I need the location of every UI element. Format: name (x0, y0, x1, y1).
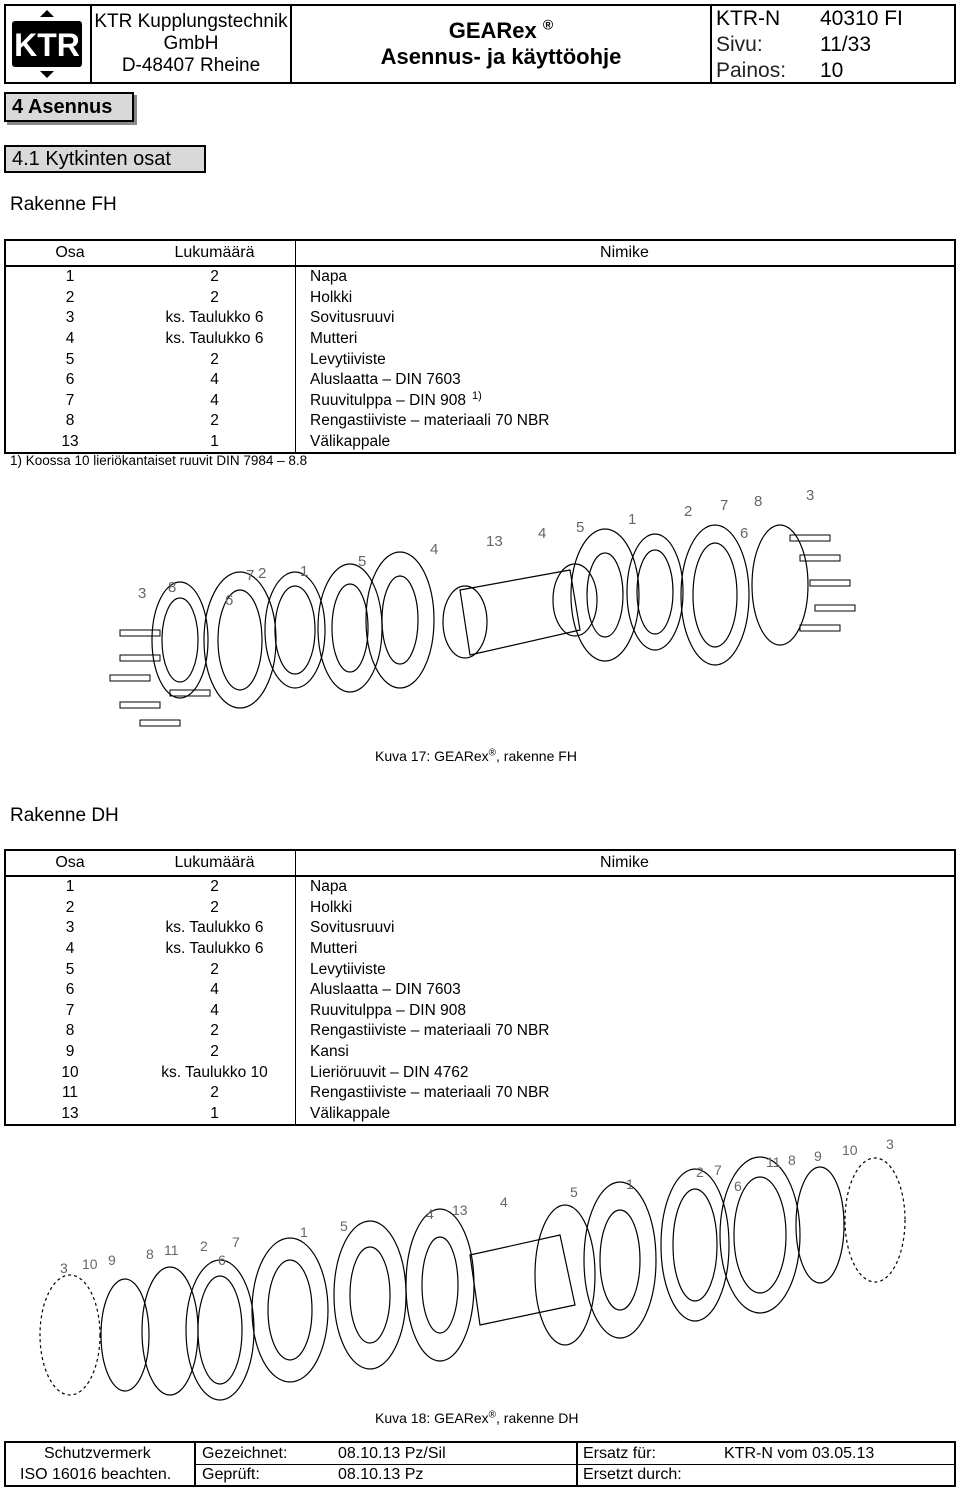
column-header-quantity: Lukumäärä (134, 240, 296, 266)
doc-title: Asennus- ja käyttöohje (380, 44, 622, 69)
figure-label: 9 (814, 1148, 822, 1164)
quantity-cell: 2 (134, 288, 296, 309)
figure-label: 10 (82, 1256, 98, 1272)
figure-label: 10 (842, 1142, 858, 1158)
table-row (5, 391, 955, 412)
part-cell: 8 (65, 412, 75, 430)
table-row (5, 432, 955, 454)
page-label: Sivu: (716, 33, 763, 56)
name-cell: Sovitusruuvi (310, 919, 395, 937)
name-cell: Rengastiiviste – materiaali 70 NBR (310, 1022, 550, 1040)
table-row (5, 898, 955, 919)
figure-label: 2 (258, 565, 267, 582)
part-cell: 7 (65, 391, 75, 409)
table-header-row (5, 240, 955, 266)
figure-label: 8 (146, 1246, 154, 1262)
fh-caption: Kuva 17: GEARex®, rakenne FH (375, 747, 577, 764)
table-row (5, 308, 955, 329)
document-footer (4, 1441, 956, 1487)
fh-parts-table (4, 239, 956, 454)
figure-label: 13 (486, 533, 503, 550)
footnote-marker: 1) (471, 389, 482, 402)
table-row (5, 876, 955, 898)
figure-label: 4 (500, 1194, 508, 1210)
figure-label: 2 (696, 1164, 704, 1180)
figure-label: 5 (576, 519, 585, 536)
replaced-by-label: Ersetzt durch: (583, 1466, 682, 1483)
part-cell: 3 (65, 309, 75, 327)
quantity-cell: 2 (134, 876, 296, 898)
figure-label: 6 (734, 1178, 742, 1194)
dh-exploded-drawing (30, 1135, 930, 1410)
figure-label: 1 (628, 511, 637, 528)
figure-label: 7 (720, 497, 729, 514)
company-form: GmbH (163, 33, 219, 54)
figure-label: 3 (886, 1136, 894, 1152)
figure-label: 8 (168, 579, 177, 596)
name-cell: Välikappale (310, 433, 391, 451)
name-cell: Lieriöruuvit – DIN 4762 (310, 1063, 469, 1081)
figure-label: 1 (300, 563, 309, 580)
table-row (5, 1042, 955, 1063)
part-cell: 1 (65, 268, 75, 286)
checked-value: 08.10.13 Pz (338, 1466, 424, 1483)
figure-label: 4 (538, 525, 547, 542)
figure-label: 3 (138, 585, 147, 602)
figure-label: 11 (164, 1242, 179, 1258)
name-cell: Napa (310, 878, 348, 896)
document-header (4, 4, 956, 84)
figure-label: 5 (570, 1184, 578, 1200)
quantity-cell: 2 (134, 411, 296, 432)
svg-text:KTR: KTR (14, 27, 80, 63)
name-cell: Holkki (310, 288, 353, 306)
quantity-cell: 4 (134, 980, 296, 1001)
doc-label: KTR-N (716, 7, 781, 30)
table-row (5, 329, 955, 350)
figure-label: 8 (754, 493, 763, 510)
name-cell: Mutteri (310, 330, 358, 348)
name-cell: Aluslaatta – DIN 7603 (310, 981, 461, 999)
name-cell: Levytiiviste (310, 960, 386, 978)
replaces-value: KTR-N vom 03.05.13 (724, 1445, 875, 1462)
drawn-value: 08.10.13 Pz/Sil (338, 1445, 446, 1462)
name-cell: Rengastiiviste – materiaali 70 NBR (310, 1084, 550, 1102)
part-cell: 13 (61, 433, 79, 451)
quantity-cell: 2 (134, 959, 296, 980)
table-row (5, 288, 955, 309)
quantity-cell: 2 (134, 266, 296, 288)
part-cell: 7 (65, 1001, 75, 1019)
table-row (5, 1062, 955, 1083)
quantity-cell: 1 (134, 432, 296, 454)
part-cell: 4 (65, 330, 75, 348)
name-cell: Välikappale (310, 1104, 391, 1122)
name-cell: Aluslaatta – DIN 7603 (310, 371, 461, 389)
table-row (5, 411, 955, 432)
quantity-cell: ks. Taulukko 6 (134, 939, 296, 960)
figure-label: 1 (300, 1224, 308, 1240)
name-cell: Ruuvitulppa – DIN 908 $^{1)}$ (310, 389, 482, 409)
edition-label: Painos: (716, 59, 787, 82)
product-name: GEARex ® (448, 16, 554, 43)
edition-value: 10 (820, 59, 844, 82)
quantity-cell: ks. Taulukko 6 (134, 918, 296, 939)
figure-label: 7 (246, 567, 255, 584)
chapter-heading: 4 Asennus (4, 92, 134, 122)
figure-label: 11 (766, 1154, 781, 1170)
name-cell: Napa (310, 268, 348, 286)
quantity-cell: 2 (134, 1021, 296, 1042)
column-header-part: Osa (5, 850, 134, 876)
name-cell: Kansi (310, 1043, 349, 1061)
figure-label: 13 (452, 1202, 468, 1218)
part-cell: 9 (65, 1043, 75, 1061)
doc-info-cell (712, 6, 956, 82)
table-row (5, 1104, 955, 1126)
name-cell: Ruuvitulppa – DIN 908 (310, 1001, 466, 1019)
doc-number: 40310 FI (820, 7, 903, 30)
part-cell: 1 (65, 878, 75, 896)
figure-label: 2 (200, 1238, 208, 1254)
company-address (92, 6, 292, 82)
checked-label: Geprüft: (202, 1466, 260, 1483)
column-header-name: Nimike (296, 850, 956, 876)
dh-heading: Rakenne DH (10, 805, 119, 826)
figure-label: 5 (358, 553, 367, 570)
dh-parts-table (4, 849, 956, 1126)
part-cell: 11 (61, 1084, 79, 1102)
figure-label: 4 (430, 541, 439, 558)
table-row (5, 266, 955, 288)
fh-heading: Rakenne FH (10, 194, 117, 215)
name-cell: Sovitusruuvi (310, 309, 395, 327)
doc-title-cell (292, 6, 712, 82)
quantity-cell: 1 (134, 1104, 296, 1126)
column-header-quantity: Lukumäärä (134, 850, 296, 876)
fh-footnote: 1) Koossa 10 lieriökantaiset ruuvit DIN 7984 – 8.8 (10, 453, 308, 468)
figure-label: 2 (684, 503, 693, 520)
ktr-logo-icon (6, 6, 88, 82)
iso-notice: ISO 16016 beachten. (20, 1466, 172, 1483)
column-header-part: Osa (5, 240, 134, 266)
subsection-heading: 4.1 Kytkinten osat (4, 145, 206, 173)
table-header-row (5, 850, 955, 876)
figure-label: 4 (426, 1206, 434, 1222)
figure-label: 3 (60, 1260, 68, 1276)
quantity-cell: 4 (134, 370, 296, 391)
quantity-cell: 4 (134, 391, 296, 412)
column-header-name: Nimike (296, 240, 956, 266)
table-row (5, 939, 955, 960)
table-row (5, 980, 955, 1001)
replaces-label: Ersatz für: (583, 1445, 656, 1462)
quantity-cell: 2 (134, 1083, 296, 1104)
quantity-cell: 4 (134, 1001, 296, 1022)
quantity-cell: 2 (134, 898, 296, 919)
protection-notice: Schutzvermerk (44, 1445, 151, 1462)
table-row (5, 1021, 955, 1042)
figure-label: 6 (740, 525, 749, 542)
part-cell: 2 (65, 288, 75, 306)
quantity-cell: ks. Taulukko 6 (134, 329, 296, 350)
dh-caption: Kuva 18: GEARex®, rakenne DH (375, 1409, 579, 1426)
figure-label: 5 (340, 1218, 348, 1234)
fh-exploded-drawing (100, 480, 860, 750)
part-cell: 8 (65, 1022, 75, 1040)
figure-label: 7 (714, 1162, 722, 1178)
figure-label: 6 (225, 592, 234, 609)
figure-label: 7 (232, 1234, 240, 1250)
name-cell: Mutteri (310, 940, 358, 958)
part-cell: 10 (61, 1063, 79, 1081)
part-cell: 6 (65, 371, 75, 389)
part-cell: 2 (65, 898, 75, 916)
quantity-cell: ks. Taulukko 6 (134, 308, 296, 329)
quantity-cell: 2 (134, 1042, 296, 1063)
table-row (5, 959, 955, 980)
table-row (5, 370, 955, 391)
part-cell: 6 (65, 981, 75, 999)
figure-label: 9 (108, 1252, 116, 1268)
table-row (5, 1001, 955, 1022)
part-cell: 5 (65, 960, 75, 978)
name-cell: Rengastiiviste – materiaali 70 NBR (310, 412, 550, 430)
table-row (5, 1083, 955, 1104)
part-cell: 13 (61, 1104, 79, 1122)
figure-label: 3 (806, 487, 815, 504)
logo-cell (6, 6, 92, 82)
table-row (5, 349, 955, 370)
figure-label: 1 (626, 1176, 634, 1192)
name-cell: Levytiiviste (310, 350, 386, 368)
quantity-cell: ks. Taulukko 10 (134, 1062, 296, 1083)
name-cell: Holkki (310, 898, 353, 916)
page-value: 11/33 (820, 33, 871, 56)
part-cell: 5 (65, 350, 75, 368)
part-cell: 4 (65, 940, 75, 958)
quantity-cell: 2 (134, 349, 296, 370)
company-name: KTR Kupplungstechnik (94, 11, 288, 32)
company-city: D-48407 Rheine (121, 55, 261, 76)
figure-label: 8 (788, 1152, 796, 1168)
figure-label: 6 (218, 1252, 226, 1268)
table-row (5, 918, 955, 939)
part-cell: 3 (65, 919, 75, 937)
drawn-label: Gezeichnet: (202, 1445, 288, 1462)
